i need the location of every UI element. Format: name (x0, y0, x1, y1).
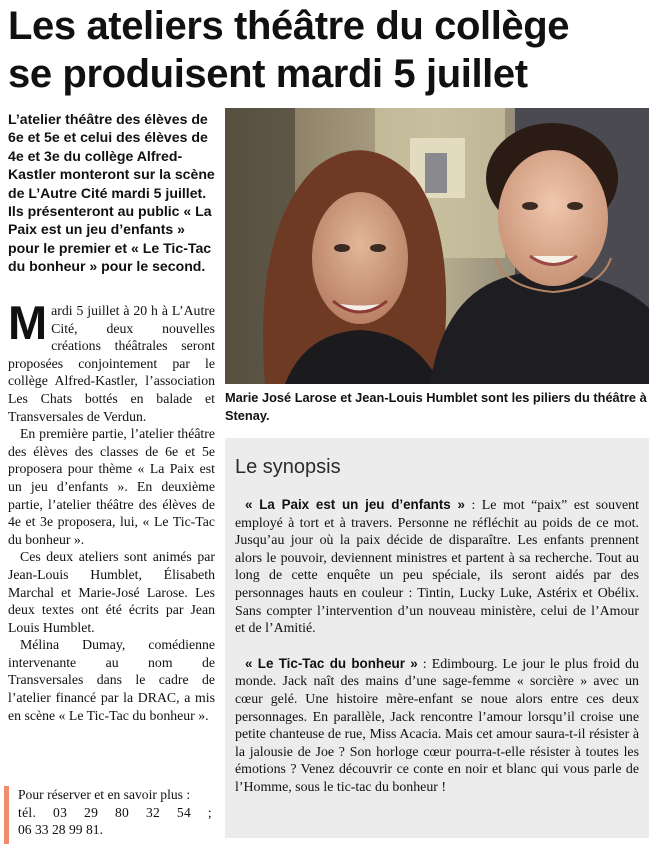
body-paragraph-3: Ces deux ateliers sont animés par Jean-Louis Humblet, Élisabeth Marchal et Marie-José Larose. Les deux textes ont été écrits par Jean Louis Humblet. (8, 549, 215, 635)
body-paragraph-2: En première partie, l’atelier théâtre des élèves des classes de 6e et 5e proposera pour thème « La Paix est un jeu d’enfants ». En deuxième partie, l’atelier théâtre des élèves de 4e et 3e proposera, lui, « Le Tic-Tac du bonheur ». (8, 426, 215, 547)
body-paragraph-1 (8, 296, 215, 425)
reservation-line-1: Pour réserver et en savoir plus : (18, 787, 191, 802)
synopsis-title: Le synopsis (235, 456, 341, 478)
synopsis-play-title-1: « La Paix est un jeu d’enfants » (245, 497, 465, 512)
reservation-info (4, 786, 212, 844)
body-paragraph-1-text: ardi 5 juillet à 20 h à L’Autre Cité, deux nouvelles créations théâtrales seront proposées conjointement par le collège Alfred-Kastler, l’association Les Chats bottés en balade et Transversales de Verdun. (8, 303, 215, 424)
headline-line-2: se produisent mardi 5 juillet (8, 52, 528, 96)
drop-cap: M (8, 296, 48, 349)
photo-caption: Marie José Larose et Jean-Louis Humblet sont les piliers du théâtre à Stenay. (225, 390, 647, 423)
article-photo (225, 108, 649, 384)
body-paragraph-4: Mélina Dumay, comédienne intervenante au nom de Transversales dans le cadre de l’atelier financé par la DRAC, a mis en scène « Le Tic-Tac du bonheur ». (8, 637, 215, 723)
synopsis-paragraph-2 (235, 655, 639, 797)
reservation-phone-2: 06 33 28 99 81. (18, 822, 103, 837)
article-headline (8, 2, 648, 98)
photo-illustration (225, 108, 649, 384)
synopsis-text-2: : Edimbourg. Le jour le plus froid du monde. Jack naît des mains d’une sage-femme « sorcière » avec un cœur gelé. Une histoire mère-enfant se noue alors entre ces deux personnages. En parallèle, Jack rencontre l’amour lorsqu’il croise une petite chanteuse de rue, Miss Acacia. Mais cet amour saura-t-il résister à la jalousie de Joe ? Son horloge cœur pourra-t-elle résister à toutes les émotions ? Venez découvrir ce conte en noir et blanc qui vous parle de l’Homme, sous le tic-tac du bonheur ! (235, 656, 639, 795)
article-body (8, 296, 215, 724)
synopsis-play-title-2: « Le Tic-Tac du bonheur » (245, 655, 418, 671)
synopsis-box (225, 438, 649, 838)
synopsis-paragraph-1 (235, 496, 639, 638)
reservation-phone-1: tél. 03 29 80 32 54 ; (18, 804, 212, 820)
headline-line-1: Les ateliers théâtre du collège (8, 4, 570, 48)
synopsis-text-1: : Le mot “paix” est souvent employé à tort et à travers. Personne ne réfléchit au poids de ce mot. Jusqu’au jour où la paix décide de disparaître. Les enfants prennent alors le pouvoir, deviennent ministres et partent à sa recherche. Tout au long de cette enquête un peu spéciale, ils seront aidés par des personnages hauts en couleur : Tintin, Lucky Luke, Astérix et Obélix. Sans compter l’intervention d’un nouveau ministère, celui de l’Amour et de l’Amitié. (235, 498, 639, 637)
article-lead: L’atelier théâtre des élèves de 6e et 5e et celui des élèves de 4e et 3e du collège Alfred-Kastler monteront sur la scène de L’Autre Cité mardi 5 juillet. Ils présenteront au public « La Paix est un jeu d’enfants » pour le premier et « Le Tic-Tac du bonheur » pour le second. (8, 111, 215, 275)
